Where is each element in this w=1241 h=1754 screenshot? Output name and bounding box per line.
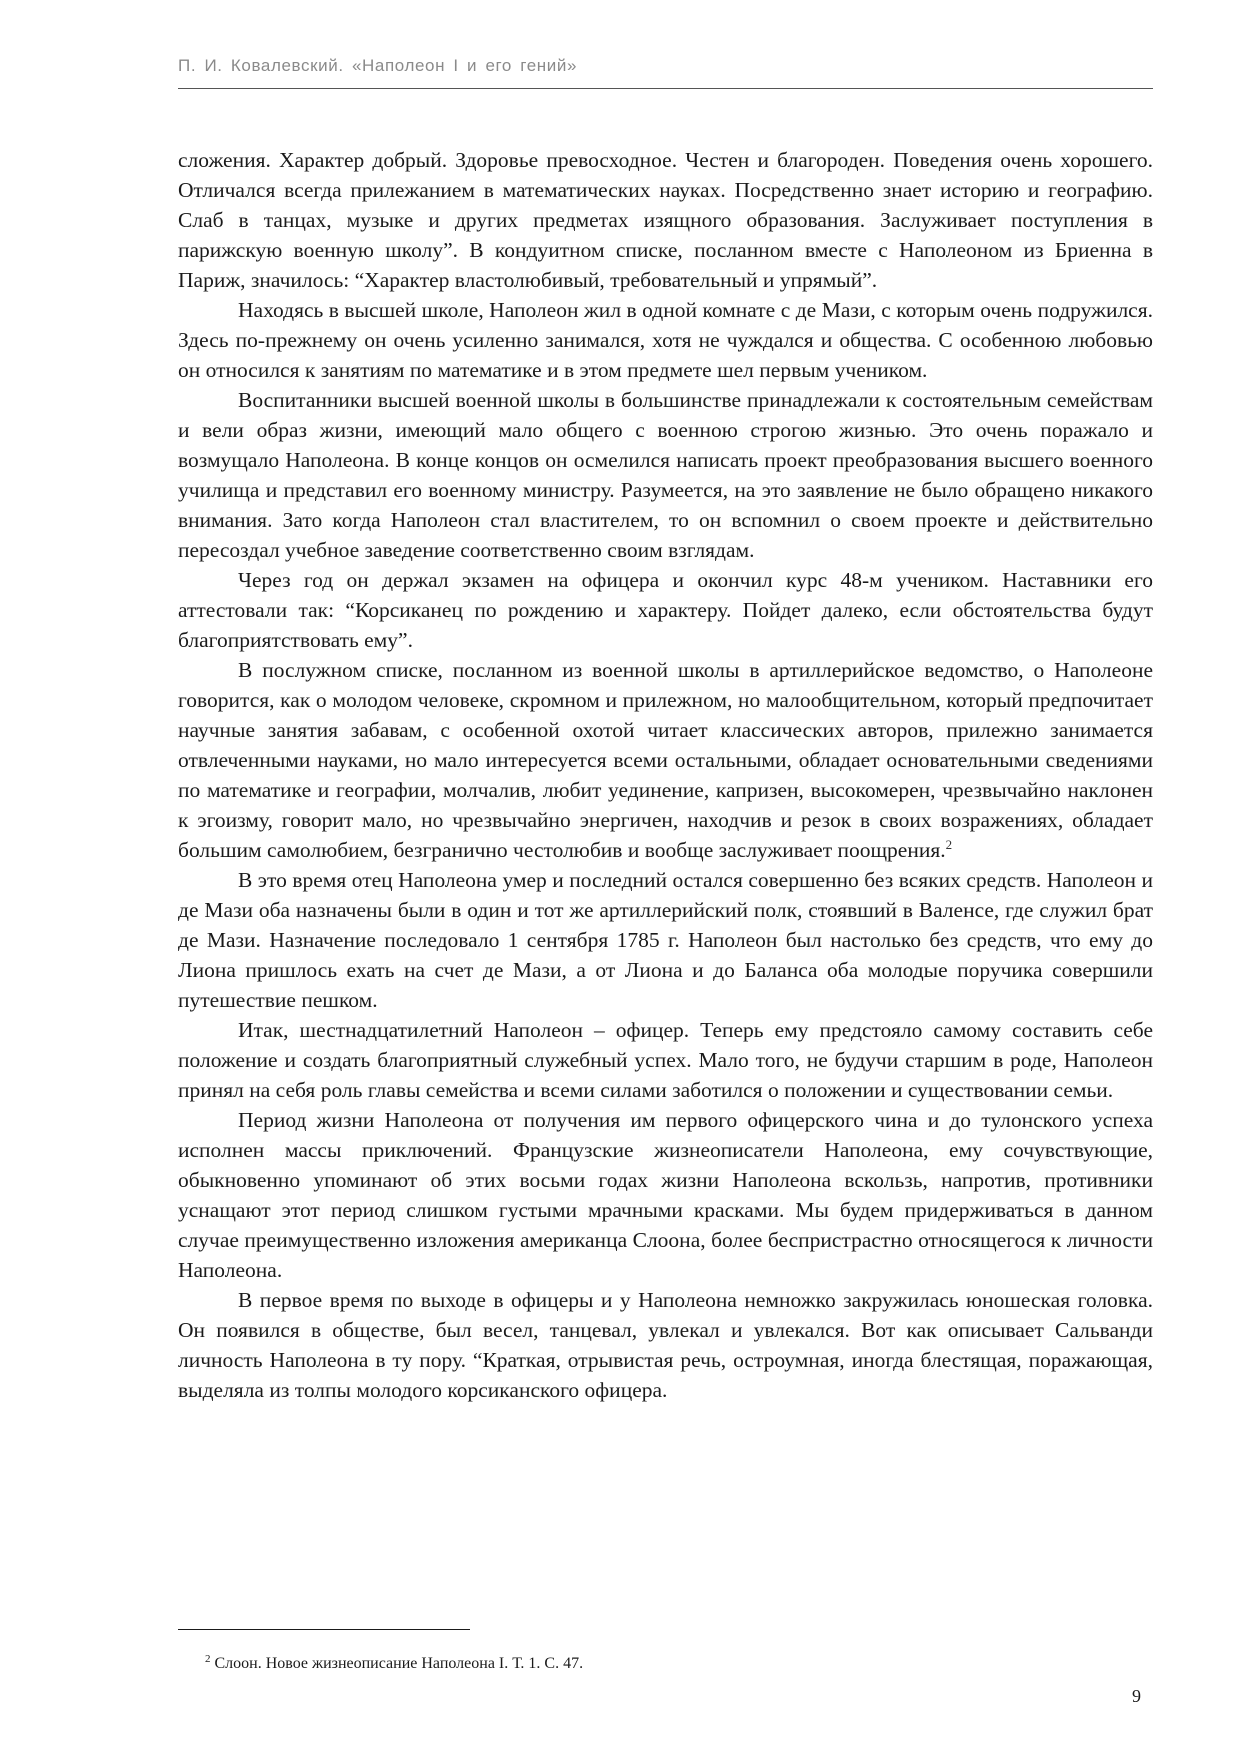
paragraph-5: [178, 655, 1153, 865]
page-number: 9: [1132, 1686, 1141, 1706]
paragraph-4: Через год он держал экзамен на офицера и окончил курс 48-м учеником. Наставники его аттестовали так: “Корсиканец по рождению и характеру. Пойдет далеко, если обстоятельства будут благоприятствовать ему”.: [178, 568, 1153, 652]
paragraph-9: В первое время по выходе в офицеры и у Наполеона немножко закружилась юношеская головка. Он появился в обществе, был весел, танцевал, увлекал и увлекался. Вот как описывает Сальванди личность Наполеона в ту пору. “Краткая, отрывистая речь, остроумная, иногда блестящая, поражающая, выделяла из толпы молодого корсиканского офицера.: [178, 1288, 1153, 1402]
footnote-rule: [178, 1629, 470, 1630]
footnote-text: Слоон. Новое жизнеописание Наполеона I. Т. 1. С. 47.: [214, 1655, 584, 1672]
running-header: П. И. Ковалевский. «Наполеон I и его гений»: [178, 56, 578, 75]
paragraph-1: сложения. Характер добрый. Здоровье превосходное. Честен и благороден. Поведения очень хорошего. Отличался всегда прилежанием в математических науках. Посредственно знает историю и географию. Слаб в танцах, музыке и других предметах изящного образования. Заслуживает поступления в парижскую военную школу”. В кондуитном списке, посланном вместе с Наполеоном из Бриенна в Париж, значилось: “Характер властолюбивый, требовательный и упрямый”.: [178, 148, 1153, 292]
paragraph-2: Находясь в высшей школе, Наполеон жил в одной комнате с де Мази, с которым очень подружился. Здесь по-прежнему он очень усиленно занимался, хотя не чуждался и общества. С особенною любовью он относился к занятиям по математике и в этом предмете шел первым учеником.: [178, 298, 1153, 382]
paragraph-7: Итак, шестнадцатилетний Наполеон – офицер. Теперь ему предстояло самому составить себе положение и создать благоприятный служебный успех. Мало того, не будучи старшим в роде, Наполеон принял на себя роль главы семейства и всеми силами заботился о положении и существовании семьи.: [178, 1018, 1153, 1102]
header-rule: [178, 88, 1153, 89]
paragraph-6: В это время отец Наполеона умер и последний остался совершенно без всяких средств. Наполеон и де Мази оба назначены были в один и тот же артиллерийский полк, стоявший в Валенсе, где служил брат де Мази. Назначение последовало 1 сентября 1785 г. Наполеон был настолько без средств, что ему до Лиона пришлось ехать на счет де Мази, а от Лиона и до Баланса оба молодые поручика совершили путешествие пешком.: [178, 868, 1153, 1012]
footnote-marker: 2: [205, 1652, 211, 1665]
footnote-reference: 2: [945, 836, 953, 852]
paragraph-8: Период жизни Наполеона от получения им первого офицерского чина и до тулонского успеха исполнен массы приключений. Французские жизнеописатели Наполеона, ему сочувствующие, обыкновенно упоминают об этих восьми годах жизни Наполеона вскользь, напротив, противники уснащают этот период слишком густыми мрачными красками. Мы будем придерживаться в данном случае преимущественно изложения американца Слоона, более беспристрастно относящегося к личности Наполеона.: [178, 1108, 1153, 1282]
footnote: [205, 1652, 584, 1673]
body-text: [178, 145, 1153, 1405]
paragraph-3: Воспитанники высшей военной школы в большинстве принадлежали к состоятельным семействам и вели образ жизни, имеющий мало общего с военною строгою жизнью. Это очень поражало и возмущало Наполеона. В конце концов он осмелился написать проект преобразования высшего военного училища и представил его военному министру. Разумеется, на это заявление не было обращено никакого внимания. Зато когда Наполеон стал властителем, то он вспомнил о своем проекте и действительно пересоздал учебное заведение соответственно своим взглядам.: [178, 388, 1153, 562]
paragraph-5-text: В послужном списке, посланном из военной школы в артиллерийское ведомство, о Наполеоне говорится, как о молодом человеке, скромном и прилежном, но малообщительном, который предпочитает научные занятия забавам, с особенной охотой читает классических авторов, прилежно занимается отвлеченными науками, но мало интересуется всеми остальными, обладает основательными сведениями по математике и географии, молчалив, любит уединение, капризен, высокомерен, чрезвычайно наклонен к эгоизму, говорит мало, но чрезвычайно энергичен, находчив и резок в своих возражениях, обладает большим самолюбием, безгранично честолюбив и вообще заслуживает поощрения.: [178, 658, 1153, 862]
